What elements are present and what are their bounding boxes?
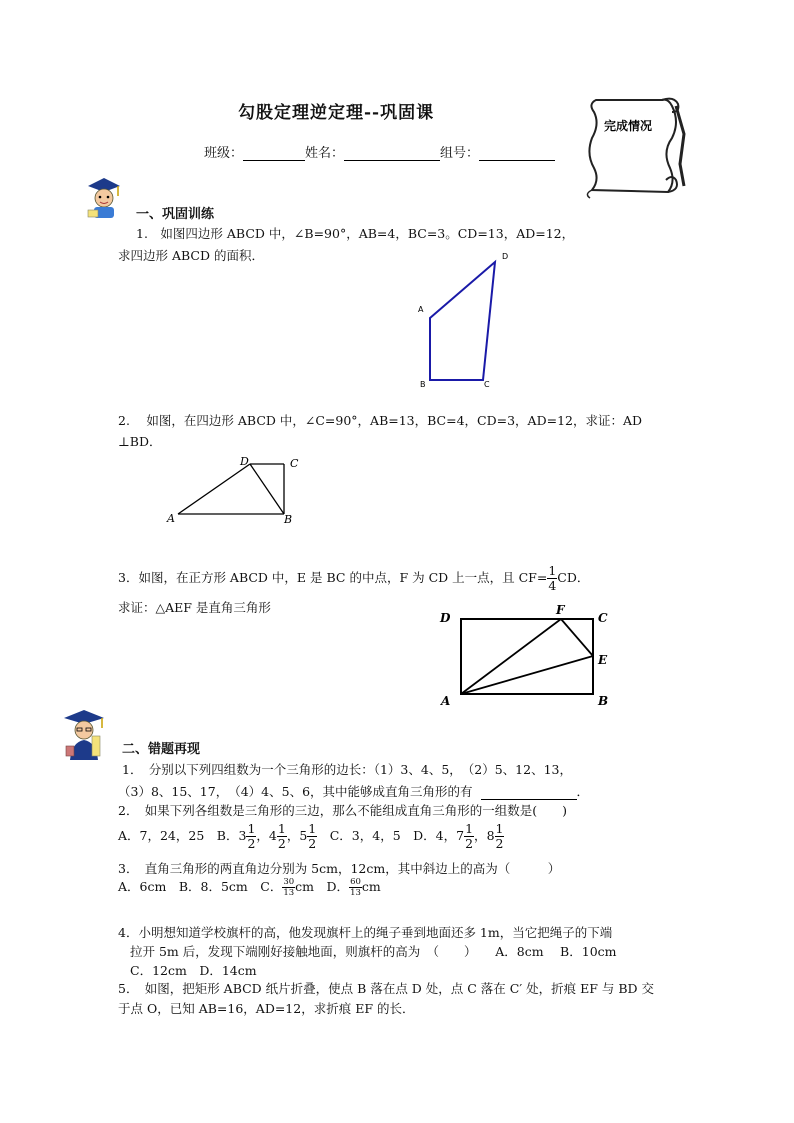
p3-c-frac (282, 877, 295, 898)
sep: ， (256, 828, 269, 843)
group-label: 组号： (440, 146, 480, 161)
p1-end: ． (576, 784, 590, 799)
fig2-label-c: C (290, 457, 299, 470)
q3-frac-num: 1 (548, 563, 557, 578)
class-label: 班级： (204, 146, 244, 161)
p2-d-frac2 (495, 822, 505, 851)
p1-text: （3）8、15、17， （4）4、5、6，其中能够成直角三角形的有 (118, 784, 473, 799)
p5-line2: 于点 O，已知 AB=16，AD=12，求折痕 EF 的长． (118, 1001, 415, 1016)
frac-num: 1 (465, 821, 474, 836)
frac-den: 2 (495, 836, 504, 851)
fig3-label-d: D (440, 611, 451, 625)
p2-d-int2: 8 (486, 828, 495, 843)
frac-num: 1 (277, 821, 286, 836)
p2-b-frac3 (307, 822, 317, 851)
frac-num: 1 (308, 821, 317, 836)
frac-den: 2 (247, 836, 256, 851)
frac-den: 13 (283, 888, 295, 898)
fig2-label-a: A (167, 512, 175, 525)
fig1-label-b: B (420, 380, 426, 389)
q1-line1: 1. 如图四边形 ABCD 中，∠B=90°，AB=4，BC=3。CD=13，AD=12， (136, 226, 575, 241)
scroll-text: 完成情况 (604, 119, 653, 133)
p1-answer-blank[interactable] (481, 785, 577, 800)
p3-c-unit: cm (295, 879, 315, 894)
frac-num: 60 (350, 877, 361, 887)
p1-line2 (118, 782, 589, 800)
fig3-label-f: F (556, 603, 565, 617)
name-label: 姓名： (305, 146, 345, 161)
fig3-label-a: A (441, 694, 451, 708)
q2-line1: 2. 如图，在四边形 ABCD 中，∠C=90°，AB=13，BC=4，CD=3，AD=12，求证：AD (118, 413, 643, 428)
fig3-label-b: B (598, 694, 609, 708)
q3-line2: 求证：△AEF 是直角三角形 (118, 600, 271, 615)
sep: ， (474, 828, 487, 843)
p3-options (118, 877, 381, 898)
p5-line1: 5． 如图，把矩形 ABCD 纸片折叠，使点 B 落在点 D 处，点 C 落在 C′ 处，折痕 EF 与 BD 交 (118, 981, 655, 996)
p3-option-d: D． (314, 879, 350, 894)
p2-b-int1: 3 (238, 828, 247, 843)
fig2-label-d: D (240, 455, 249, 468)
section1-title: 一、巩固训练 (136, 207, 215, 222)
section2-title: 二、错题再现 (122, 742, 201, 757)
fig3-label-e: E (598, 653, 608, 667)
q3-text-a: 3．如图，在正方形 ABCD 中，E 是 BC 的中点，F 为 CD 上一点，且 CF= (118, 570, 548, 585)
graduate-doctor-icon (60, 706, 106, 762)
q3-frac-den: 4 (548, 578, 557, 593)
p2-option-a: A．7，24，25 B． (118, 828, 239, 843)
frac-den: 2 (308, 836, 317, 851)
frac-den: 2 (465, 836, 474, 851)
frac-den: 2 (277, 836, 286, 851)
p2-b-frac1 (246, 822, 256, 851)
frac-den: 13 (350, 888, 361, 898)
frac-num: 1 (495, 821, 504, 836)
q2-line2: ⊥BD． (118, 434, 162, 449)
fig1-label-d: D (502, 252, 509, 261)
p2-option-c-d: C．3，4，5 D．4， (317, 828, 457, 843)
frac-num: 30 (283, 877, 295, 887)
fig2-label-b: B (284, 513, 293, 526)
p3-d-unit: cm (361, 879, 381, 894)
page-title: 勾股定理逆定理--巩固课 (238, 103, 435, 123)
p1-line1: 1． 分别以下列四组数为一个三角形的边长：（1）3、4、5， （2）5、12、13， (122, 762, 572, 777)
p2-line1: 2． 如果下列各组数是三角形的三边，那么不能组成直角三角形的一组数是( ) (118, 803, 567, 818)
p3-option-a-c: A．6cm B．8．5cm C． (118, 879, 283, 894)
fig3-label-c: C (598, 611, 608, 625)
p2-b-int2: 4 (268, 828, 277, 843)
frac-num: 1 (247, 821, 256, 836)
fig1-label-c: C (484, 380, 490, 389)
sep: ， (286, 828, 300, 843)
p3-line1: 3． 直角三角形的两直角边分别为 5cm，12cm，其中斜边上的高为（ ） (118, 861, 561, 876)
p2-options (118, 822, 504, 851)
fig1-label-a: A (418, 305, 424, 314)
p3-d-frac (349, 877, 362, 898)
p2-b-int3: 5 (299, 828, 308, 843)
p4-line2: 拉开 5m 后，发现下端刚好接触地面，则旗杆的高为 （ ） A．8cm B．10cm (130, 944, 617, 959)
p4-line1: 4．小明想知道学校旗杆的高，他发现旗杆上的绳子垂到地面还多 1m，当它把绳子的下端 (118, 925, 613, 940)
q1-line2: 求四边形 ABCD 的面积． (118, 248, 264, 263)
p2-b-frac2 (277, 822, 287, 851)
q3-text-b: CD． (557, 570, 590, 585)
p2-d-frac1 (464, 822, 474, 851)
p2-d-int1: 7 (456, 828, 465, 843)
p4-line3: C．12cm D．14cm (130, 963, 257, 978)
